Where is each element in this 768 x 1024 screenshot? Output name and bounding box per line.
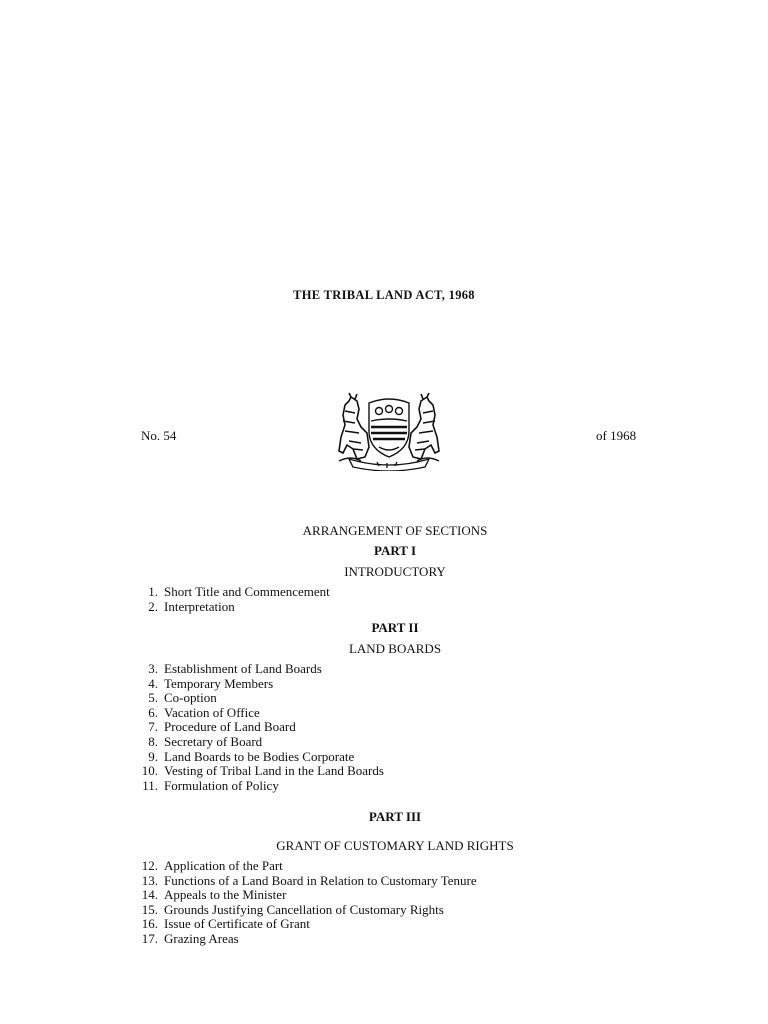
section-list bbox=[136, 585, 330, 614]
section-number: 16. bbox=[141, 916, 158, 932]
section-item bbox=[136, 677, 384, 692]
section-item bbox=[136, 764, 384, 779]
section-item bbox=[136, 600, 330, 615]
section-title: Vesting of Tribal Land in the Land Boards bbox=[164, 763, 384, 779]
shield bbox=[369, 399, 409, 457]
left-zebra-supporter bbox=[339, 393, 369, 459]
section-title: Co-option bbox=[164, 690, 217, 706]
section-item bbox=[136, 735, 384, 750]
part-heading: GRANT OF CUSTOMARY LAND RIGHTS bbox=[276, 838, 514, 853]
act-year: of 1968 bbox=[596, 428, 637, 443]
arrangement-heading: ARRANGEMENT OF SECTIONS bbox=[302, 523, 488, 538]
section-item bbox=[136, 720, 384, 735]
section-title: Grounds Justifying Cancellation of Customary Rights bbox=[164, 901, 444, 917]
section-number: 8. bbox=[148, 733, 158, 749]
section-number: 6. bbox=[148, 704, 158, 720]
section-number: 15. bbox=[141, 901, 158, 917]
section-number: 2. bbox=[148, 598, 158, 614]
section-item bbox=[136, 917, 477, 932]
section-item bbox=[136, 874, 477, 889]
section-number: 1. bbox=[148, 584, 158, 599]
section-title: Interpretation bbox=[164, 598, 235, 614]
section-list bbox=[136, 859, 477, 947]
section-item bbox=[136, 662, 384, 677]
section-number: 17. bbox=[141, 930, 158, 946]
act-title: THE TRIBAL LAND ACT, 1968 bbox=[293, 288, 475, 302]
section-title: Issue of Certificate of Grant bbox=[164, 916, 310, 932]
section-title: Vacation of Office bbox=[164, 704, 260, 720]
section-title: Functions of a Land Board in Relation to Customary Tenure bbox=[164, 872, 477, 888]
part-label: PART II bbox=[371, 620, 419, 635]
section-title: Secretary of Board bbox=[164, 733, 263, 749]
section-title: Grazing Areas bbox=[164, 930, 239, 946]
section-number: 4. bbox=[148, 675, 158, 691]
section-number: 9. bbox=[148, 748, 158, 764]
section-list bbox=[136, 662, 384, 793]
section-number: 11. bbox=[142, 777, 158, 793]
section-item bbox=[136, 859, 477, 874]
section-title: Procedure of Land Board bbox=[164, 719, 296, 735]
section-title: Establishment of Land Boards bbox=[164, 661, 322, 676]
section-item bbox=[136, 706, 384, 721]
section-item bbox=[136, 779, 384, 794]
section-item bbox=[136, 585, 330, 600]
section-title: Appeals to the Minister bbox=[164, 887, 287, 903]
section-item bbox=[136, 903, 477, 918]
part-heading: INTRODUCTORY bbox=[344, 564, 446, 579]
section-item bbox=[136, 750, 384, 765]
section-title: Short Title and Commencement bbox=[164, 584, 330, 599]
section-item bbox=[136, 691, 384, 706]
section-title: Application of the Part bbox=[164, 858, 283, 873]
section-number: 14. bbox=[141, 887, 158, 903]
section-item bbox=[136, 932, 477, 947]
part-label: PART III bbox=[368, 809, 422, 824]
coat-of-arms-emblem bbox=[331, 391, 447, 471]
section-item bbox=[136, 888, 477, 903]
section-number: 13. bbox=[141, 872, 158, 888]
part-heading: LAND BOARDS bbox=[348, 641, 442, 656]
part-label: PART I bbox=[373, 543, 417, 558]
section-number: 3. bbox=[148, 661, 158, 676]
section-number: 12. bbox=[141, 858, 158, 873]
section-number: 10. bbox=[141, 763, 158, 779]
section-title: Land Boards to be Bodies Corporate bbox=[164, 748, 355, 764]
act-number: No. 54 bbox=[141, 428, 177, 443]
section-number: 7. bbox=[148, 719, 158, 735]
section-title: Formulation of Policy bbox=[164, 777, 279, 793]
right-zebra-supporter bbox=[409, 393, 439, 459]
section-number: 5. bbox=[148, 690, 158, 706]
section-title: Temporary Members bbox=[164, 675, 274, 691]
